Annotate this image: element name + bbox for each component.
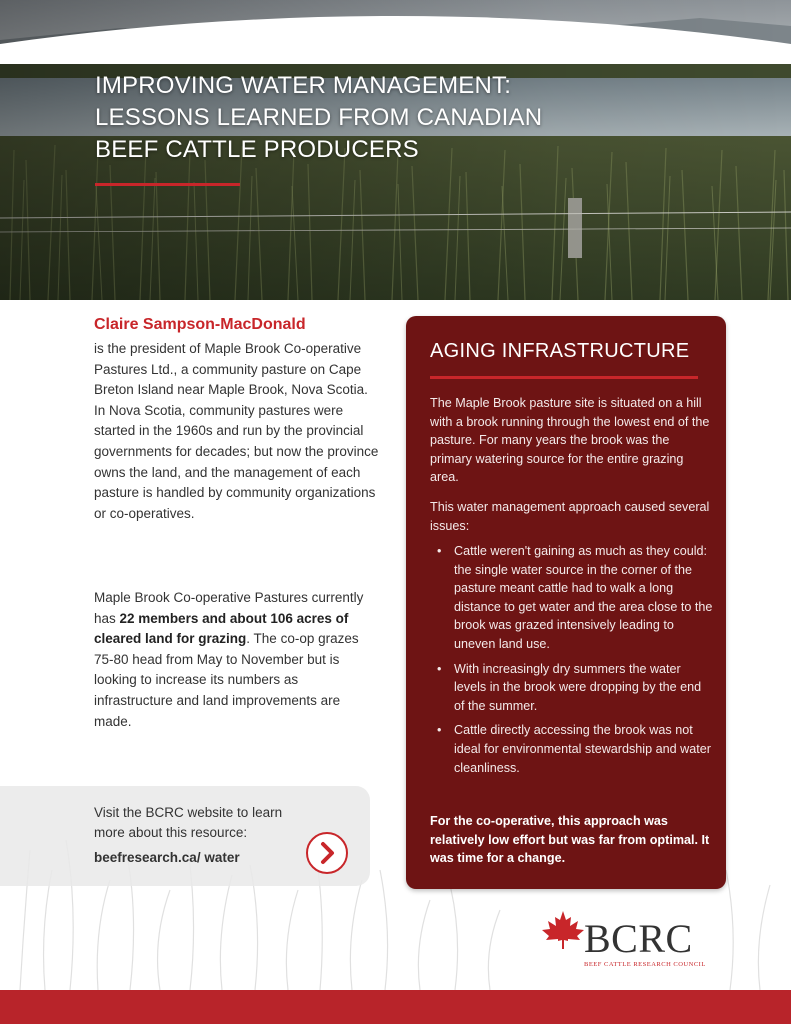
logo-subtitle: BEEF CATTLE RESEARCH COUNCIL xyxy=(584,961,706,968)
list-item xyxy=(430,721,715,777)
intro-paragraph-2 xyxy=(94,588,379,732)
panel-paragraph-2: This water management approach caused several issues: xyxy=(430,500,710,533)
hero-bottom-curve xyxy=(0,0,791,64)
list-item-text: With increasingly dry summers the water levels in the brook were dropping by the end of the summer. xyxy=(454,661,702,713)
aging-infrastructure-panel xyxy=(406,316,726,889)
logo-wordmark: BCRC xyxy=(584,916,693,961)
maple-leaf-icon xyxy=(540,909,586,953)
list-item xyxy=(430,542,715,654)
panel-conclusion: For the co-operative, this approach was relatively low effort but was far from optimal. It was time for a change. xyxy=(430,814,710,866)
list-item-text: Cattle directly accessing the brook was not ideal for environmental stewardship and water cleanliness. xyxy=(454,723,711,775)
issues-list xyxy=(430,542,715,783)
title-line-2: LESSONS LEARNED FROM CANADIAN xyxy=(95,104,543,131)
intro-paragraph-2-start: Maple Brook Co-operative Pastures currently has xyxy=(94,590,364,626)
footer-bar xyxy=(0,990,791,1024)
intro-paragraph-2-highlight: 22 members and about 106 acres of cleared land for grazing xyxy=(94,610,349,647)
bcrc-logo xyxy=(536,905,706,975)
panel-title-underline xyxy=(430,376,698,379)
bullet-icon: • xyxy=(437,544,442,558)
list-item-text: Cattle weren't gaining as much as they could: the single water source in the corner of the pasture meant cattle had to walk a long distance to get water and the area close to the brook was grazed intensively leading to uneven land use. xyxy=(454,544,713,651)
title-line-1: IMPROVING WATER MANAGEMENT: xyxy=(95,72,512,99)
person-name: Claire Sampson-MacDonald xyxy=(94,316,306,333)
website-link[interactable]: beefresearch.ca/ water xyxy=(94,850,240,865)
chevron-right-icon xyxy=(308,834,346,872)
bullet-icon: • xyxy=(437,723,442,738)
visit-text: Visit the BCRC website to learn more about this resource: xyxy=(94,805,283,840)
bullet-icon: • xyxy=(437,661,442,676)
panel-paragraph-1: The Maple Brook pasture site is situated on a hill with a brook running through the lowest end of the pasture. For many years the brook was the primary watering source for the entire grazing area. xyxy=(430,396,710,485)
intro-paragraph-1: is the president of Maple Brook Co-operative Pastures Ltd., a community pasture on Cape Breton Island near Maple Brook, Nova Scotia. In Nova Scotia, community pastures were started in the 1960s and run by the provincial governments for decades; but now the province owns the land, and the management of each pasture is handled by community organizations or co-operatives. xyxy=(94,341,379,521)
list-item xyxy=(430,660,715,716)
title-line-3: BEEF CATTLE PRODUCERS xyxy=(95,136,419,163)
page-title xyxy=(95,70,615,166)
intro-paragraph-2-end: . The co-op grazes 75-80 head from May to November but is looking to increase its numbers as infrastructure and land improvements are made. xyxy=(94,631,359,729)
panel-title: AGING INFRASTRUCTURE xyxy=(430,340,690,362)
visit-arrow-button[interactable] xyxy=(306,832,348,874)
title-underline xyxy=(95,183,240,186)
